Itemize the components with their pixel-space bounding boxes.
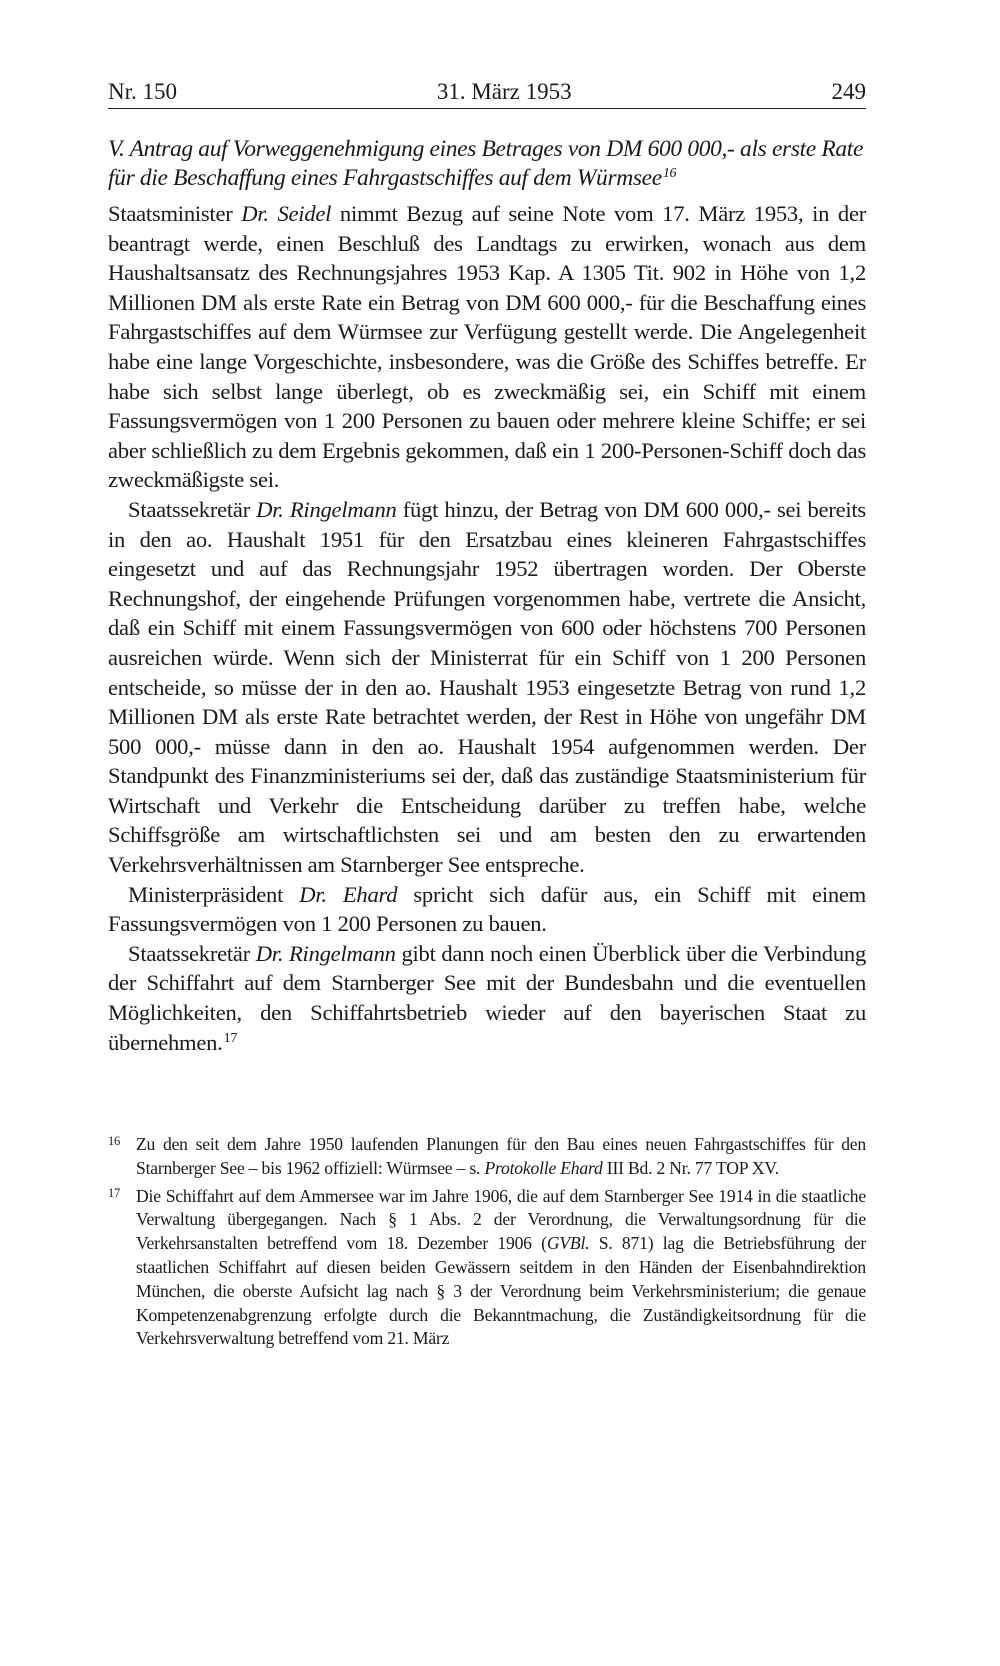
- speaker-role: Ministerpräsident: [128, 881, 300, 907]
- footnote-text: Zu den seit dem Jahre 1950 laufenden Planungen für den Bau eines neuen Fahrgastschiffes für den Starnberger See – bis 1962 offiziell: Würmsee – s.: [136, 1134, 866, 1178]
- speaker-name: Dr. Seidel: [241, 201, 332, 226]
- speaker-name: Dr. Ringelmann: [256, 496, 397, 522]
- speaker-name: Dr. Ringelmann: [255, 940, 396, 966]
- footnote-ref-16[interactable]: 16: [662, 166, 677, 181]
- paragraph-ringelmann-2: [108, 939, 866, 1061]
- page-number: 249: [831, 79, 866, 104]
- footnote-17: [108, 1185, 866, 1352]
- speaker-name: Dr. Ehard: [299, 881, 398, 907]
- speaker-role: Staatssekretär: [128, 496, 257, 522]
- paragraph-text: gibt dann noch einen Überblick über die Verbindung der Schiffahrt auf dem Starnberger See mit der Bundesbahn und die eventuellen Möglichkeiten, den Schiffahrtsbetrieb wieder auf den bayerischen Staat zu übernehmen.: [108, 940, 866, 1055]
- footnote-number: 17: [108, 1185, 121, 1200]
- minutes-text: [108, 199, 866, 1061]
- speaker-role: Staatssekretär: [128, 940, 256, 966]
- section-title: [108, 135, 866, 196]
- footnote-16: [108, 1133, 866, 1181]
- footnote-citation: GVBl.: [546, 1233, 590, 1254]
- footnote-text: III Bd. 2 Nr. 77 TOP XV.: [602, 1157, 779, 1178]
- footnote-text: S. 871) lag die Betriebsführung der staatlichen Schiffahrt auf diesen beiden Gewässern seitdem in den Händen der Eisenbahndirektion München, die oberste Aufsicht lag nach § 3 der Verordnung beim Verkehrsministerium; die genaue Kompetenzenabgrenzung erfolgte durch die Bekanntmachung, die Zuständigkeitsordnung für die Verkehrsverwaltung betreffend vom 21. März: [136, 1233, 866, 1349]
- footnote-ref-17[interactable]: 17: [223, 1030, 238, 1046]
- paragraph-seidel: [108, 199, 866, 495]
- speaker-role: Staatsminister: [108, 201, 242, 226]
- paragraph-text: fügt hinzu, der Betrag von DM 600 000,- sei bereits in den ao. Haushalt 1951 für den Ersatzbau eines kleineren Fahrgastschiffes eingesetzt und auf das Rechnungsjahr 1952 übertragen worden. Der Oberste Rechnungshof, der eingehende Prüfungen vorgenommen habe, vertrete die Ansicht, daß ein Schiff mit einem Fassungsvermögen von 600 oder höchstens 700 Personen ausreichen würde. Wenn sich der Ministerrat für ein Schiff von 1 200 Personen entscheide, so müsse der in den ao. Haushalt 1953 eingesetzte Betrag von rund 1,2 Millionen DM als erste Rate betrachtet werden, der Rest in Höhe von ungefähr DM 500 000,- müsse dann in den ao. Haushalt 1954 aufgenommen werden. Der Standpunkt des Finanzministeriums sei der, daß das zuständige Staatsministerium für Wirtschaft und Verkehr die Entscheidung darüber zu treffen habe, welche Schiffsgröße am wirtschaftlichsten sei und am besten den zu erwartenden Verkehrsverhältnissen am Starnberger See entspreche.: [108, 496, 866, 878]
- header-rule: [108, 108, 866, 109]
- paragraph-ringelmann-1: [108, 495, 866, 880]
- footnote-text: Die Schiffahrt auf dem Ammersee war im Jahre 1906, die auf dem Starnberger See 1914 in die staatliche Verwaltung übergegangen. Nach § 1 Abs. 2 der Verordnung, die Verwaltungsordnung für die Verkehrsanstalten betreffend vom 18. Dezember 1906 (: [136, 1185, 866, 1254]
- page-body: [108, 78, 866, 1061]
- paragraph-text: spricht sich dafür aus, ein Schiff mit einem Fassungsvermögen von 1 200 Personen zu bauen.: [108, 881, 866, 937]
- document-number: Nr. 150: [108, 79, 177, 104]
- footnote-number: 16: [108, 1134, 121, 1148]
- paragraph-ehard: [108, 880, 866, 939]
- footnotes: [108, 1133, 866, 1355]
- section-title-text: V. Antrag auf Vorweggenehmigung eines Betrages von DM 600 000,- als erste Rate für die Beschaffung eines Fahrgastschiffes auf dem Würmsee: [108, 136, 864, 191]
- paragraph-text: nimmt Bezug auf seine Note vom 17. März 1953, in der beantragt werde, einen Beschluß des Landtags zu erwirken, wonach aus dem Haushaltsansatz des Rechnungsjahres 1953 Kap. A 1305 Tit. 902 in Höhe von 1,2 Millionen DM als erste Rate ein Betrag von DM 600 000,- für die Beschaffung eines Fahrgastschiffes auf dem Würmsee zur Verfügung gestellt werde. Die Angelegenheit habe eine lange Vorgeschichte, insbesondere, was die Größe des Schiffes betreffe. Er habe sich selbst lange überlegt, ob es zweckmäßig sei, ein Schiff mit einem Fassungsvermögen von 1 200 Personen zu bauen oder mehrere kleine Schiffe; er sei aber schließlich zu dem Ergebnis gekommen, daß ein 1 200-Personen-Schiff doch das zweckmäßigste sei.: [108, 201, 866, 493]
- running-head: [108, 78, 866, 108]
- footnote-citation: Protokolle Ehard: [484, 1157, 603, 1178]
- document-date: 31. März 1953: [436, 79, 572, 104]
